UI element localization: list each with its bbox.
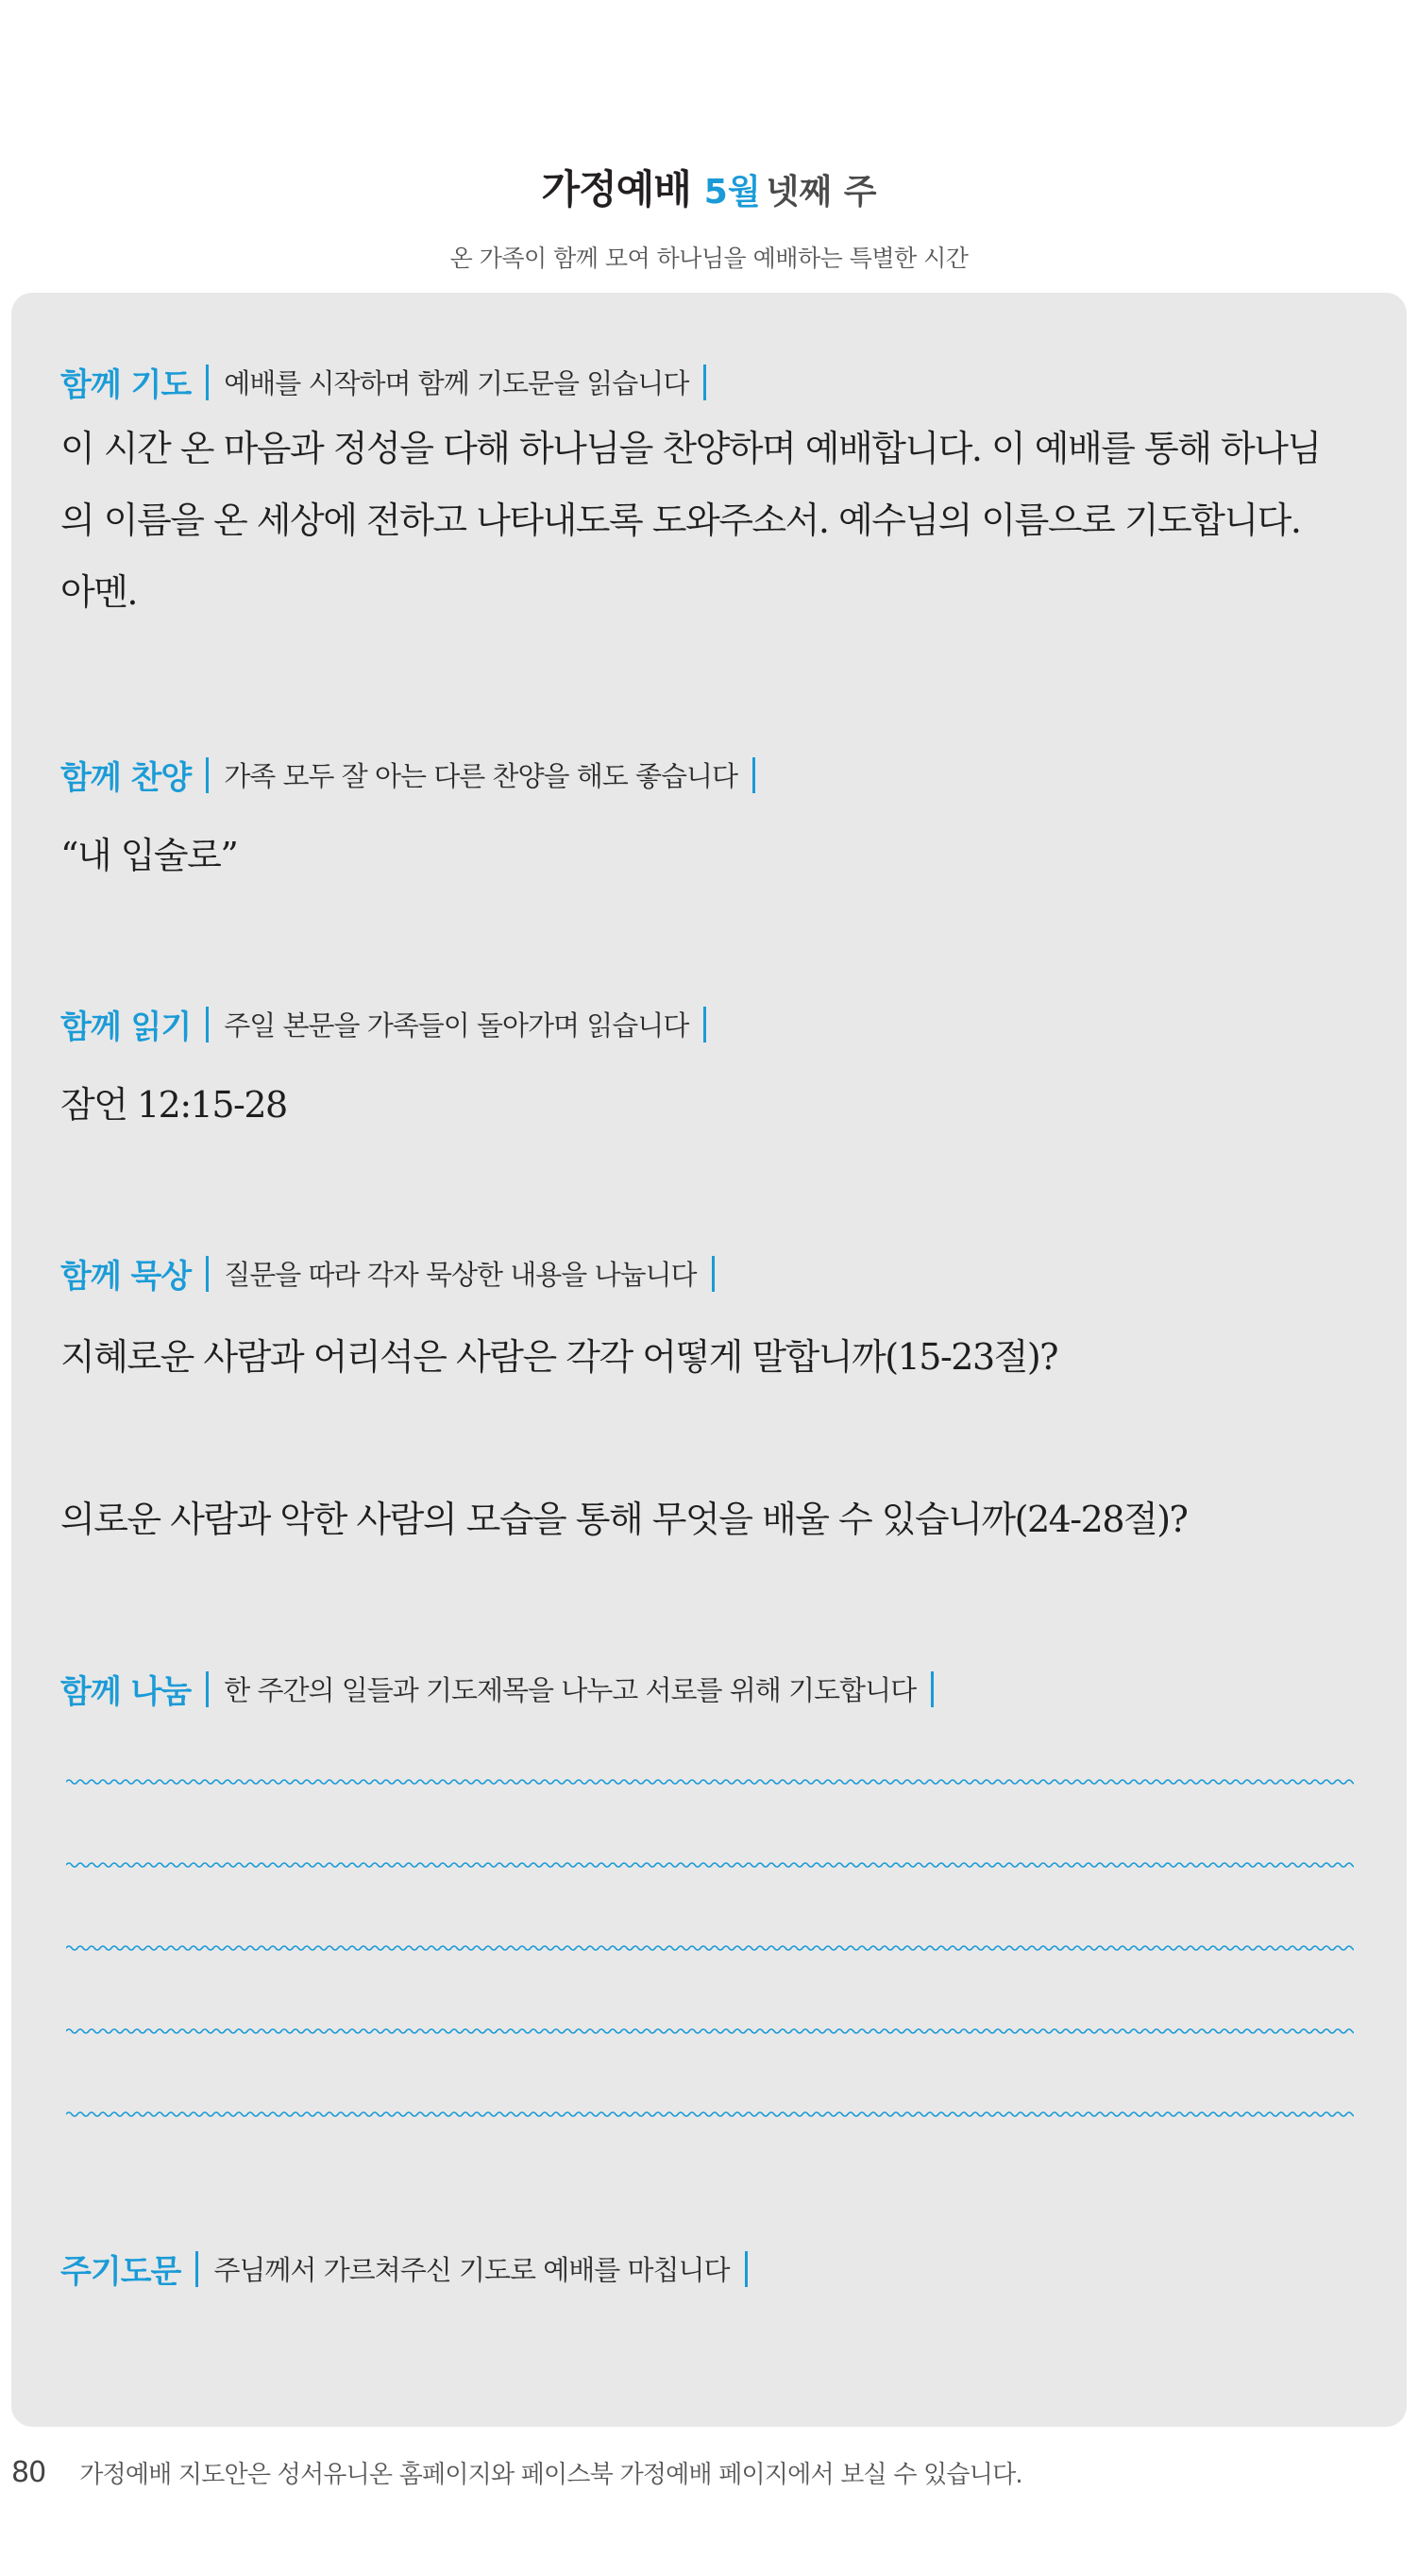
section-prayer-heading <box>60 359 1358 405</box>
section-reading <box>60 1001 1358 1127</box>
title-month: 5월 <box>703 173 761 212</box>
section-sharing <box>60 1666 1358 1712</box>
section-praise-title: 함께 찬양 <box>60 759 192 797</box>
meditation-question-1: 지혜로운 사람과 어리석은 사람은 각각 어떻게 말합니까(15-23절)? <box>60 1336 1058 1378</box>
divider-bar <box>703 364 706 400</box>
wavy-line <box>66 1858 1354 1872</box>
section-prayer <box>60 359 1358 628</box>
divider-bar <box>195 2251 198 2287</box>
section-sharing-desc: 한 주간의 일들과 기도제목을 나누고 서로를 위해 기도합니다 <box>224 1674 917 1706</box>
divider-bar <box>712 1256 715 1292</box>
section-prayer-title: 함께 기도 <box>60 366 192 404</box>
section-sharing-title: 함께 나눔 <box>60 1673 192 1711</box>
divider-bar <box>931 1671 934 1707</box>
footer-note: 가정예배 지도안은 성서유니온 홈페이지와 페이스북 가정예배 페이지에서 보실 수 있습니다. <box>79 2461 1022 2489</box>
page-subtitle: 온 가족이 함께 모여 하나님을 예배하는 특별한 시간 <box>449 245 969 272</box>
section-reading-heading <box>60 1001 1358 1047</box>
section-reading-desc: 주일 본문을 가족들이 돌아가며 읽습니다 <box>224 1009 689 1042</box>
divider-bar <box>752 757 755 793</box>
divider-bar <box>703 1007 706 1042</box>
sharing-writing-lines <box>66 1775 1354 2153</box>
section-reading-title: 함께 읽기 <box>60 1008 192 1046</box>
section-praise-heading <box>60 752 1358 798</box>
section-praise-body: “내 입술로” <box>60 835 238 876</box>
divider-bar <box>206 1256 209 1292</box>
section-lords-prayer-heading <box>60 2246 1358 2292</box>
prayer-line-2: 의 이름을 온 세상에 전하고 나타내도록 도와주소서. 예수님의 이름으로 기도합니다. <box>60 500 1301 541</box>
page-footer <box>11 2455 1022 2490</box>
divider-bar <box>206 1671 209 1707</box>
page-title <box>0 159 1418 215</box>
wavy-line <box>66 2108 1354 2121</box>
divider-bar <box>206 364 209 400</box>
divider-bar <box>206 1007 209 1042</box>
prayer-line-1: 이 시간 온 마음과 정성을 다해 하나님을 찬양하며 예배합니다. 이 예배를 통해 하나님 <box>60 428 1321 469</box>
section-lords-prayer-title: 주기도문 <box>60 2253 181 2291</box>
section-lords-prayer <box>60 2246 1358 2292</box>
section-reading-body: 잠언 12:15-28 <box>60 1084 287 1126</box>
section-sharing-heading <box>60 1666 1358 1712</box>
wavy-line <box>66 1941 1354 1955</box>
section-prayer-body <box>60 413 1358 628</box>
section-prayer-desc: 예배를 시작하며 함께 기도문을 읽습니다 <box>224 367 689 399</box>
wavy-line <box>66 1775 1354 1788</box>
section-meditation <box>60 1250 1358 1562</box>
divider-bar <box>206 757 209 793</box>
section-meditation-desc: 질문을 따라 각자 묵상한 내용을 나눕니다 <box>224 1259 697 1291</box>
section-meditation-title: 함께 묵상 <box>60 1258 192 1296</box>
prayer-line-3: 아멘. <box>60 571 137 613</box>
page-number: 80 <box>11 2456 46 2489</box>
wavy-line <box>66 2025 1354 2038</box>
meditation-question-2: 의로운 사람과 악한 사람의 모습을 통해 무엇을 배울 수 있습니까(24-28절)? <box>60 1499 1188 1540</box>
section-praise-desc: 가족 모두 잘 아는 다른 찬양을 해도 좋습니다 <box>224 760 737 792</box>
section-praise <box>60 752 1358 878</box>
title-week: 넷째 주 <box>766 173 877 212</box>
section-lords-prayer-desc: 주님께서 가르쳐주신 기도로 예배를 마칩니다 <box>213 2254 730 2286</box>
divider-bar <box>745 2251 748 2287</box>
title-main: 가정예배 <box>541 166 691 212</box>
section-meditation-heading <box>60 1250 1358 1296</box>
